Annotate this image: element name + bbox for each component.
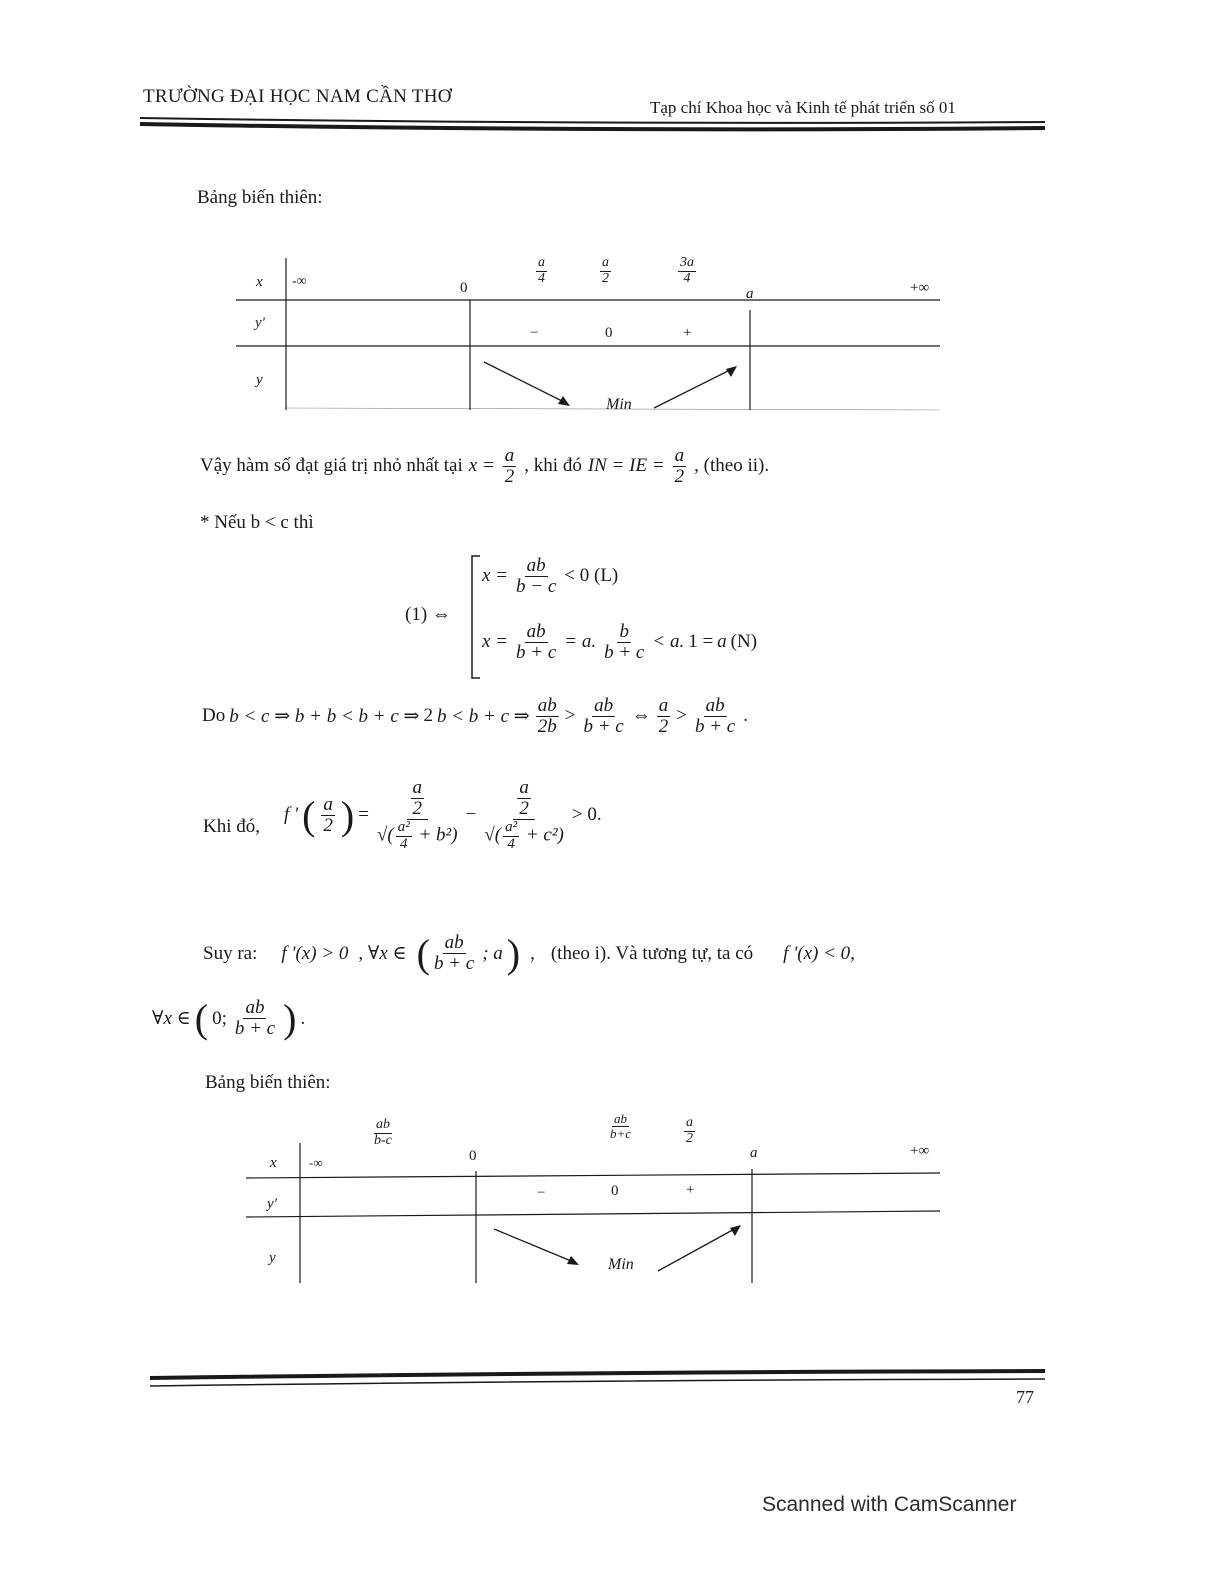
system-line1: x = $\frac{ab}{b - c}$ < 0 (L) bbox=[482, 555, 619, 597]
t2-row-y: y bbox=[269, 1250, 276, 1266]
t1-x-3a-over-4: $\frac{3a}{4}$ bbox=[680, 255, 694, 286]
table2-caption: Bảng biến thiên: bbox=[205, 1072, 331, 1093]
t2-sign-plus: + bbox=[686, 1182, 695, 1198]
t1-x-zero: 0 bbox=[460, 280, 468, 296]
t2-x-pos-inf: +∞ bbox=[910, 1143, 930, 1159]
t2-x-ab-over-b-plus-c: $\frac{ab}{b+c}$ bbox=[610, 1111, 632, 1141]
t1-x-a: a bbox=[746, 286, 754, 302]
t2-x-a-over-2: $\frac{a}{2}$ bbox=[686, 1115, 693, 1146]
system-line2: x = $\frac{ab}{b + c}$ = a. $\frac{b}{b + c}$ < a. 1 = a (N) bbox=[482, 621, 758, 663]
camscanner-watermark: Scanned with CamScanner bbox=[762, 1493, 1017, 1516]
conclusion-text-after: , (theo ii). bbox=[694, 455, 770, 477]
header-journal: Tạp chí Khoa học và Kinh tế phát triển số 01 bbox=[650, 98, 956, 117]
t1-sign-minus: − bbox=[530, 325, 539, 341]
system-lhs: (1) ⇔ bbox=[405, 604, 451, 625]
suyra-line2: ∀x ∈ ( 0; $\frac{ab}{b + c}$ ) . bbox=[152, 996, 306, 1041]
suyra-text: (theo i). Và tương tự, ta có bbox=[550, 942, 754, 964]
t1-x-pos-inf: +∞ bbox=[910, 280, 930, 296]
t2-sign-zero: 0 bbox=[611, 1183, 619, 1199]
conclusion-text-mid: , khi đó bbox=[524, 455, 582, 477]
khido-label: Khi đó, bbox=[203, 816, 260, 837]
t2-sign-minus: − bbox=[537, 1185, 546, 1201]
t1-row-yprime: y' bbox=[255, 315, 265, 331]
t1-x-a-over-4: $\frac{a}{4}$ bbox=[538, 255, 545, 286]
page-number: 77 bbox=[1016, 1387, 1034, 1407]
t1-min-label: Min bbox=[606, 396, 632, 413]
conclusion-expr1: x = bbox=[468, 455, 495, 477]
header-school: TRƯỜNG ĐẠI HỌC NAM CẦN THƠ bbox=[143, 86, 452, 107]
t2-x-zero: 0 bbox=[469, 1148, 477, 1164]
t2-min-label: Min bbox=[608, 1256, 634, 1273]
t1-sign-zero: 0 bbox=[605, 325, 613, 341]
t1-row-y: y bbox=[256, 372, 263, 388]
t1-x-neg-inf: -∞ bbox=[292, 274, 307, 289]
t2-x-neg-inf: -∞ bbox=[309, 1155, 323, 1170]
variation-table-2 bbox=[240, 1135, 950, 1285]
table1-caption: Bảng biến thiên: bbox=[197, 187, 323, 208]
conclusion-frac1: $\frac{a}{2}$ bbox=[504, 445, 515, 487]
t2-row-x: x bbox=[270, 1155, 277, 1171]
conclusion-text-before: Vậy hàm số đạt giá trị nhỏ nhất tại bbox=[200, 455, 463, 477]
t2-x-a: a bbox=[750, 1145, 758, 1161]
t1-row-x: x bbox=[256, 274, 263, 290]
t2-row-yprime: y' bbox=[267, 1196, 277, 1212]
conclusion-line bbox=[200, 446, 769, 487]
t1-x-a-over-2: $\frac{a}{2}$ bbox=[602, 255, 609, 286]
suyra-label: Suy ra: bbox=[203, 942, 258, 964]
conclusion-frac2: $\frac{a}{2}$ bbox=[674, 445, 685, 487]
t1-sign-plus: + bbox=[683, 325, 692, 341]
case-b-less-c: * Nếu b < c thì bbox=[200, 512, 314, 533]
t2-x-ab-over-b-minus-c: $\frac{ab}{b-c}$ bbox=[374, 1117, 392, 1148]
variation-table-1 bbox=[230, 250, 950, 420]
do-line: Do b < c ⇒ b + b < b + c ⇒ 2 b < b + c ⇒ $\frac{ab}{2b}$ > $\frac{ab}{b + c}$ ⇔ $\frac{a}{2}$ > $\frac{ab}{b + c}$ . bbox=[202, 695, 748, 737]
system-bracket bbox=[468, 554, 482, 680]
khido-expr: f ' ( $\frac{a}{2}$ ) = $\frac{a}{2}$ √( $\frac{\text{a²}}{4}$ + b²) − $\frac{a}{2}$ √( $\frac{\text{a²}}{4}$ + c²) > 0. bbox=[284, 777, 602, 852]
conclusion-expr2: IN = IE = bbox=[587, 455, 665, 477]
suyra-line: Suy ra: f '(x) > 0 , ∀x ∈ ( $\frac{ab}{b + c}$ ; a ) , (theo i). Và tương tự, ta có f '(x) < 0, bbox=[203, 931, 855, 976]
